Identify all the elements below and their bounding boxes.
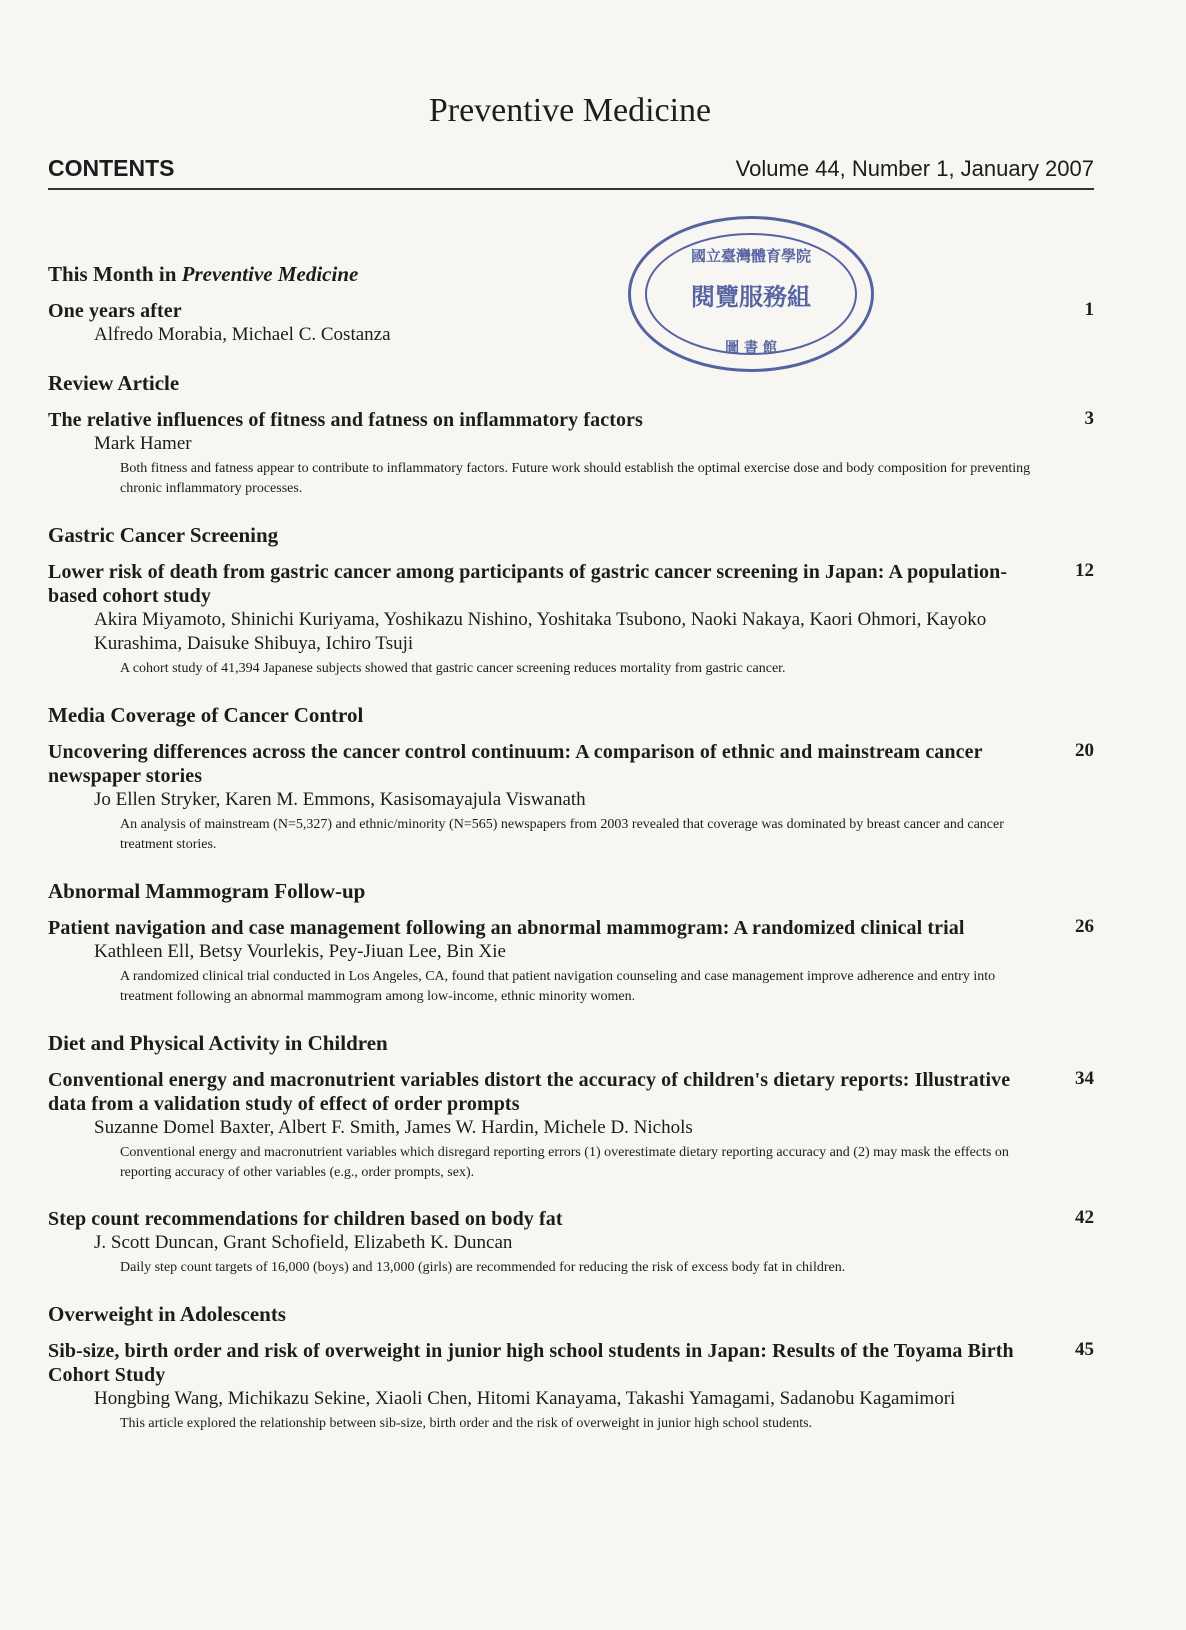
article-authors: Hongbing Wang, Michikazu Sekine, Xiaoli Chen, Hitomi Kanayama, Takashi Yamagami, Sadanobu Kagamimori [94, 1388, 956, 1409]
article-title[interactable]: Sib-size, birth order and risk of overweight in junior high school students in Japan: Results of the Toyama Birth Cohort Study [48, 1340, 1014, 1386]
section-heading-text: Gastric Cancer Screening [48, 523, 279, 547]
volume-info: Volume 44, Number 1, January 2007 [735, 156, 1094, 181]
article-summary: An analysis of mainstream (N=5,327) and ethnic/minority (N=565) newspapers from 2003 revealed that coverage was dominated by breast cancer and cancer treatment stories. [120, 817, 1004, 852]
table-of-contents [48, 262, 1094, 1458]
article-title[interactable]: Step count recommendations for children based on body fat [48, 1208, 563, 1230]
section-heading [48, 262, 1094, 287]
article-title-row [48, 740, 1094, 788]
stamp-bottom-text: 圖 書 館 [725, 340, 777, 356]
article-title-row [48, 916, 1094, 940]
article-title[interactable]: One years after [48, 300, 182, 322]
article-summary: Daily step count targets of 16,000 (boys) and 13,000 (girls) are recommended for reducing the risk of excess body fat in children. [120, 1260, 846, 1275]
article-title[interactable]: The relative influences of fitness and fatness on inflammatory factors [48, 409, 643, 431]
toc-section [48, 371, 1094, 499]
section-heading-text: This Month in [48, 262, 182, 286]
section-heading [48, 371, 1094, 396]
article-summary: A cohort study of 41,394 Japanese subjects showed that gastric cancer screening reduces mortality from gastric cancer. [120, 661, 786, 676]
article-entry[interactable] [48, 1207, 1094, 1278]
article-title-row [48, 560, 1094, 608]
article-title-row [48, 1068, 1094, 1116]
article-summary: A randomized clinical trial conducted in Los Angeles, CA, found that patient navigation counseling and case management improve adherence and entry into treatment following an abnormal mammogram among low-income, ethnic minority women. [120, 969, 996, 1004]
article-page-number: 3 [1084, 408, 1094, 429]
section-heading [48, 703, 1094, 728]
section-heading [48, 523, 1094, 548]
section-heading-text: Media Coverage of Cancer Control [48, 703, 364, 727]
section-heading [48, 879, 1094, 904]
header-rule [48, 188, 1094, 190]
section-heading-text: Overweight in Adolescents [48, 1302, 286, 1326]
article-entry[interactable] [48, 740, 1094, 855]
section-heading-text: Diet and Physical Activity in Children [48, 1031, 388, 1055]
article-entry[interactable] [48, 299, 1094, 347]
article-entry[interactable] [48, 916, 1094, 1007]
section-heading [48, 1031, 1094, 1056]
article-title-row [48, 1339, 1094, 1387]
section-heading-text: Review Article [48, 371, 180, 395]
article-page-number: 34 [1075, 1068, 1094, 1089]
toc-section [48, 703, 1094, 855]
article-authors: Jo Ellen Stryker, Karen M. Emmons, Kasisomayajula Viswanath [94, 789, 586, 810]
article-title[interactable]: Patient navigation and case management following an abnormal mammogram: A randomized clinical trial [48, 917, 965, 939]
article-title[interactable]: Uncovering differences across the cancer control continuum: A comparison of ethnic and mainstream cancer newspaper stories [48, 741, 983, 787]
article-authors: Akira Miyamoto, Shinichi Kuriyama, Yoshikazu Nishino, Yoshitaka Tsubono, Naoki Nakaya, Kaori Ohmori, Kayoko Kurashima, Daisuke Shibuya, Ichiro Tsuji [94, 609, 987, 654]
stamp-top-text: 國立臺灣體育學院 [690, 247, 811, 265]
article-title-row [48, 408, 1094, 432]
article-authors: Kathleen Ell, Betsy Vourlekis, Pey-Jiuan Lee, Bin Xie [94, 941, 506, 962]
article-entry[interactable] [48, 408, 1094, 499]
article-page-number: 1 [1084, 299, 1094, 320]
contents-header [48, 155, 1094, 182]
article-title-row [48, 1207, 1094, 1231]
journal-title: Preventive Medicine [428, 92, 712, 129]
section-heading-text: Abnormal Mammogram Follow-up [48, 879, 366, 903]
article-page-number: 12 [1075, 560, 1094, 581]
article-authors: Mark Hamer [94, 433, 192, 454]
toc-section [48, 1302, 1094, 1434]
toc-section [48, 262, 1094, 347]
section-heading [48, 1302, 1094, 1327]
article-page-number: 20 [1075, 740, 1094, 761]
article-entry[interactable] [48, 560, 1094, 679]
article-authors: J. Scott Duncan, Grant Schofield, Elizabeth K. Duncan [94, 1232, 513, 1253]
toc-section [48, 1031, 1094, 1278]
article-page-number: 45 [1075, 1339, 1094, 1360]
toc-section [48, 523, 1094, 679]
article-authors: Suzanne Domel Baxter, Albert F. Smith, James W. Hardin, Michele D. Nichols [94, 1117, 693, 1138]
stamp-center-text: 閱覽服務組 [691, 283, 811, 311]
article-title[interactable]: Conventional energy and macronutrient variables distort the accuracy of children's dietary reports: Illustrative data from a validation study of effect of order prompts [48, 1069, 1011, 1115]
article-page-number: 26 [1075, 916, 1094, 937]
article-entry[interactable] [48, 1339, 1094, 1434]
section-heading-italic: Preventive Medicine [181, 262, 359, 286]
article-summary: Conventional energy and macronutrient variables which disregard reporting errors (1) overestimate dietary reporting accuracy and (2) may mask the effects on reporting accuracy of other variables (e.g., order prompts, sex). [120, 1145, 1009, 1180]
article-summary: This article explored the relationship between sib-size, birth order and the risk of overweight in junior high school students. [120, 1416, 813, 1431]
toc-section [48, 879, 1094, 1007]
article-authors: Alfredo Morabia, Michael C. Costanza [94, 324, 391, 345]
article-summary: Both fitness and fatness appear to contribute to inflammatory factors. Future work should establish the optimal exercise dose and body composition for preventing chronic inflammatory processes. [120, 461, 1031, 496]
contents-label: CONTENTS [48, 155, 175, 181]
article-entry[interactable] [48, 1068, 1094, 1183]
article-page-number: 42 [1075, 1207, 1094, 1228]
article-title-row [48, 299, 1094, 323]
article-title[interactable]: Lower risk of death from gastric cancer among participants of gastric cancer screening in Japan: A population-based cohort study [48, 561, 1008, 607]
